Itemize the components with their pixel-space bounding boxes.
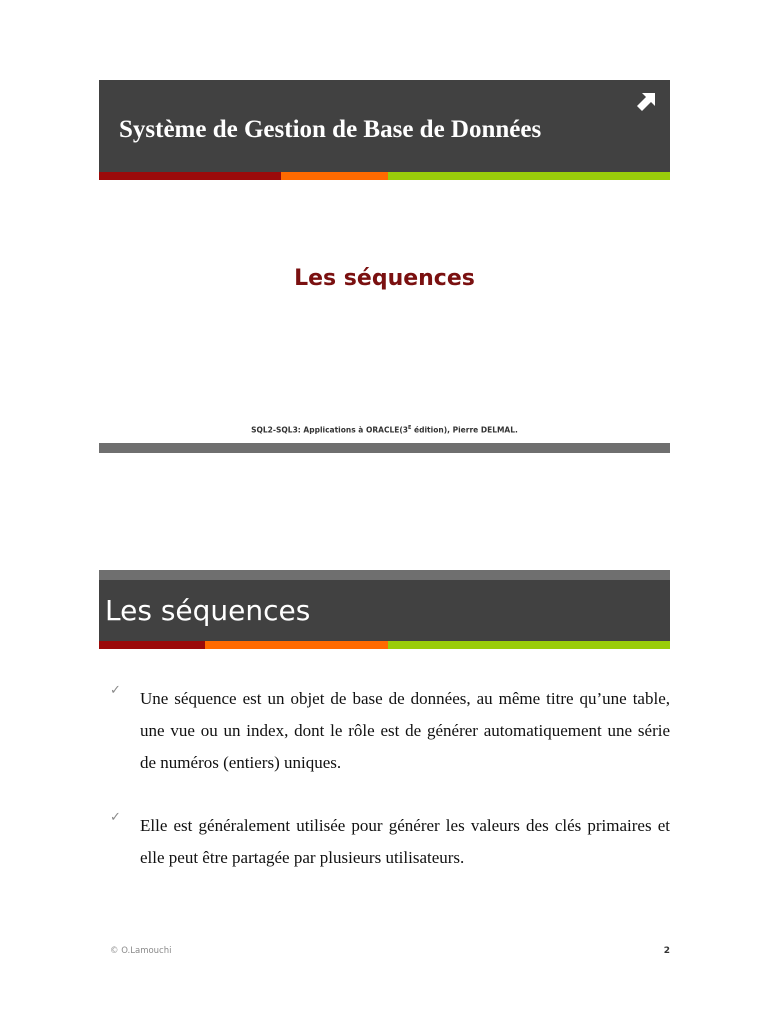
bullet-item (110, 810, 670, 874)
slide2-header (99, 580, 670, 641)
slide2-stripe-orange (205, 641, 388, 649)
arrow-up-right-icon (636, 90, 658, 112)
reference-after: édition), Pierre DELMAL. (411, 425, 518, 435)
reference-before: SQL2-SQL3: Applications à ORACLE(3 (251, 425, 408, 435)
reference-citation (99, 425, 670, 435)
page-number: 2 (663, 946, 670, 956)
slide2-title: Les séquences (105, 594, 311, 627)
slide2-stripe-green (388, 641, 670, 649)
reference-sup: E (408, 425, 412, 431)
slide2-top-bar (99, 570, 670, 580)
slide1-subtitle: Les séquences (294, 266, 475, 291)
slide1-stripe-orange (281, 172, 388, 180)
slide1-title: Système de Gestion de Base de Données (119, 116, 542, 143)
bullet-text: Une séquence est un objet de base de données, au même titre qu’une table, une vue ou un index, dont le rôle est de générer automatiquement une série de numéros (entiers) uniques. (140, 689, 670, 772)
check-mark-icon: ✓ (110, 683, 121, 698)
slide1-header (99, 80, 670, 172)
bullet-text: Elle est généralement utilisée pour générer les valeurs des clés primaires et elle peut être partagée par plusieurs utilisateurs. (140, 816, 670, 867)
slide2-stripe-red (99, 641, 205, 649)
slide1-stripe-green (388, 172, 670, 180)
slide1-stripe-red (99, 172, 281, 180)
bullet-item (110, 683, 670, 779)
slide1-footer-bar (99, 443, 670, 453)
copyright-notice: © O.Lamouchi (110, 946, 172, 956)
check-mark-icon: ✓ (110, 810, 121, 825)
